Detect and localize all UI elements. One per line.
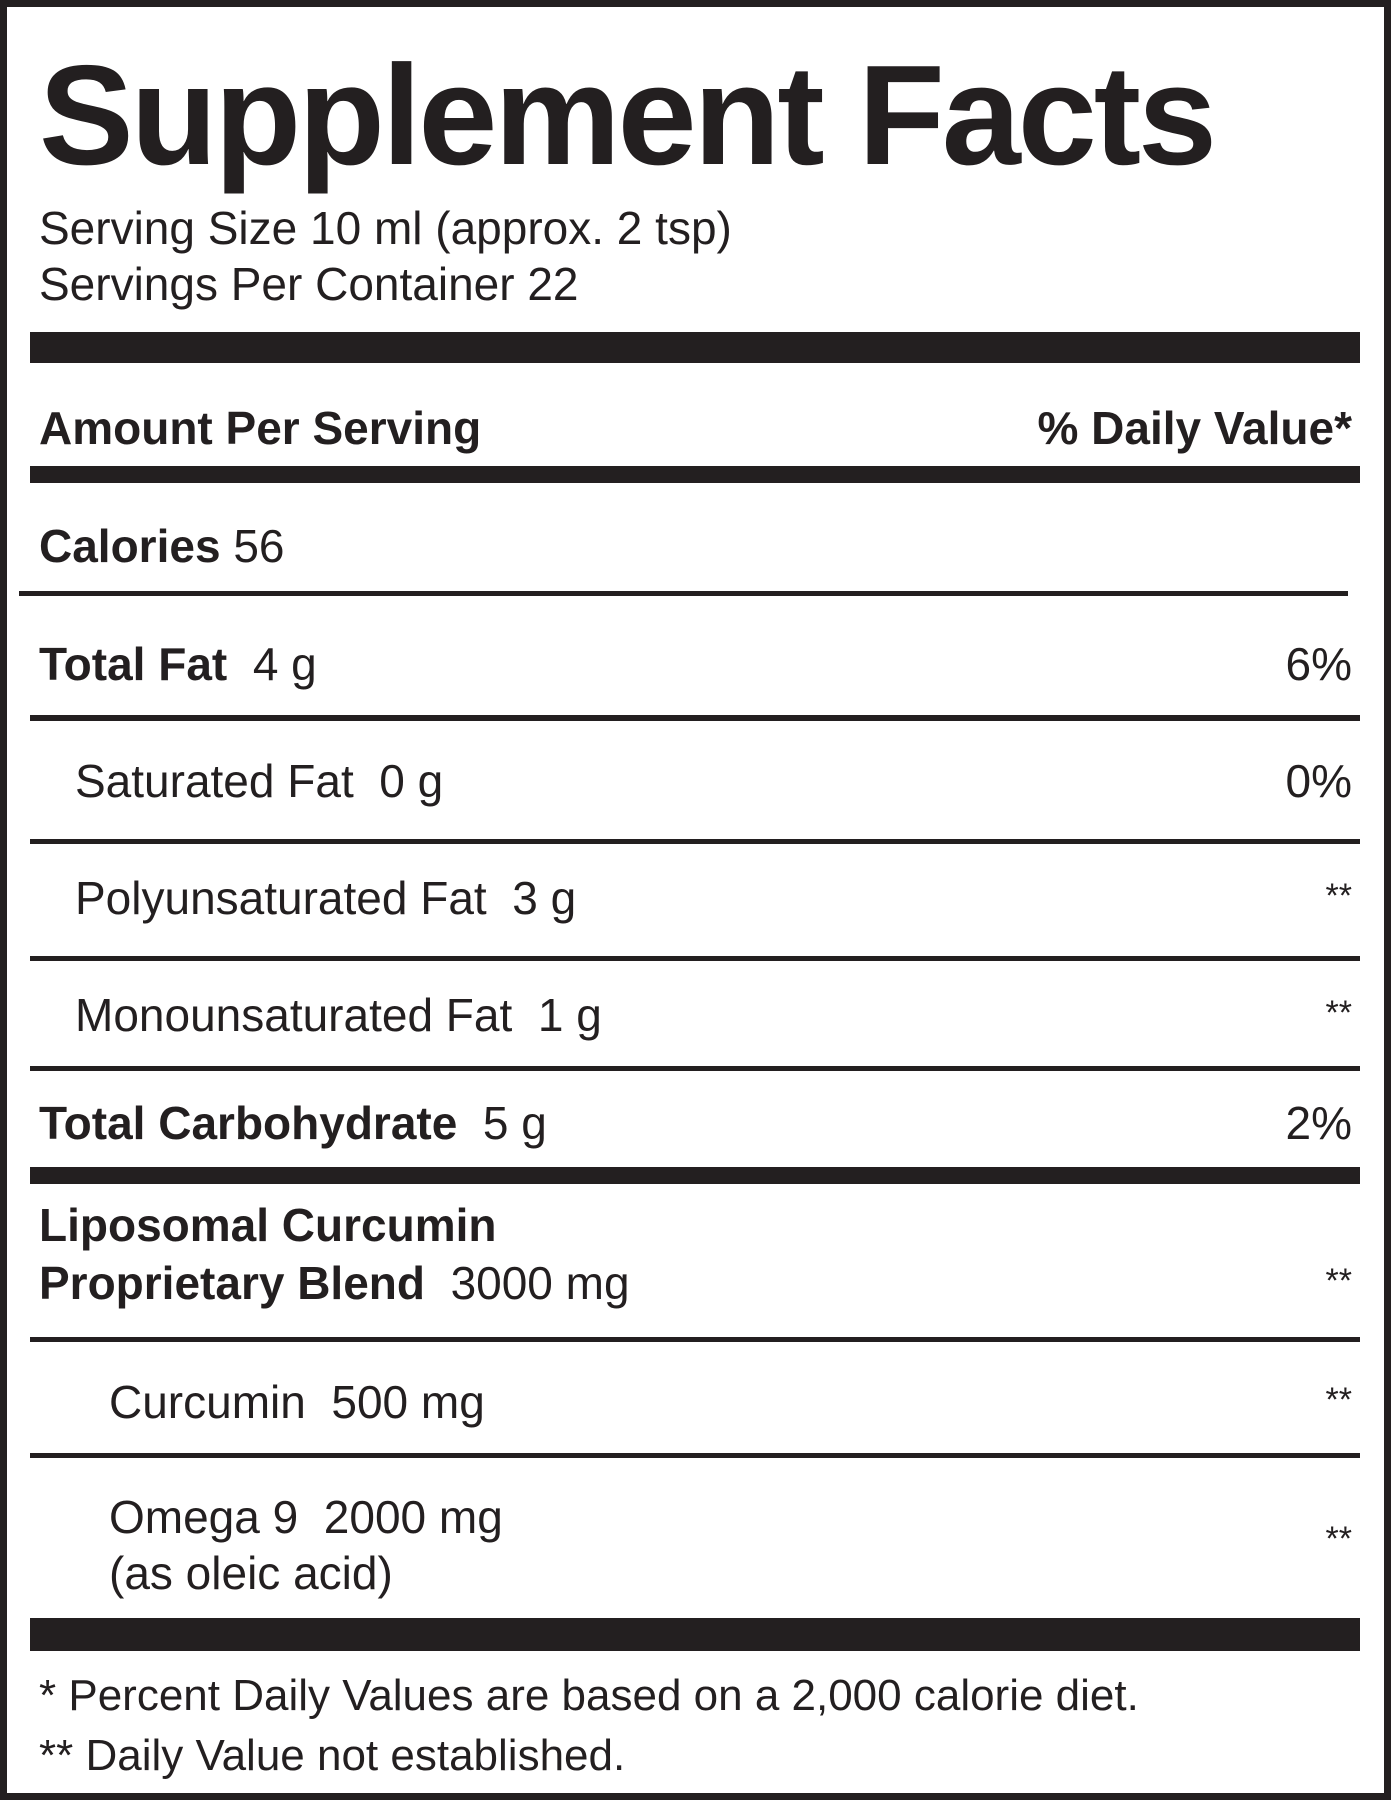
calories-value: 56 <box>233 520 285 572</box>
calories-row <box>39 520 1352 572</box>
blend-name-line1: Liposomal Curcumin <box>39 1199 497 1251</box>
nutrient-dv: 6% <box>1285 638 1352 690</box>
ingredient-dv: ** <box>1325 1520 1352 1558</box>
footnote-daily-value: * Percent Daily Values are based on a 2,000 calorie diet. <box>39 1671 1139 1720</box>
nutrient-row-monounsaturated-fat <box>75 989 1352 1041</box>
calories-label: Calories <box>39 520 221 572</box>
thick-divider <box>30 1618 1360 1651</box>
divider <box>30 1453 1360 1458</box>
blend-item-omega-9 <box>109 1491 1352 1558</box>
nutrient-dv: ** <box>1325 994 1352 1032</box>
amount-per-serving-header: Amount Per Serving <box>39 402 482 454</box>
divider <box>30 715 1360 721</box>
ingredient-dv: ** <box>1325 1381 1352 1419</box>
ingredient-source: (as oleic acid) <box>109 1547 393 1599</box>
nutrient-dv: 2% <box>1285 1097 1352 1149</box>
nutrient-label: Saturated Fat <box>75 755 354 807</box>
nutrient-label: Monounsaturated Fat <box>75 989 513 1041</box>
nutrient-row-total-fat <box>39 638 1352 690</box>
divider <box>30 839 1360 844</box>
divider <box>19 591 1348 596</box>
column-header <box>39 402 1352 454</box>
nutrient-label: Polyunsaturated Fat <box>75 872 487 924</box>
blend-name-line2: Proprietary Blend <box>39 1257 425 1309</box>
blend-row <box>39 1257 1352 1309</box>
ingredient-amount: 2000 mg <box>323 1491 503 1543</box>
thick-divider <box>30 332 1360 363</box>
ingredient-amount: 500 mg <box>331 1376 485 1428</box>
nutrient-row-total-carbohydrate <box>39 1097 1352 1149</box>
nutrient-label: Total Fat <box>39 638 228 690</box>
servings-per-container: Servings Per Container 22 <box>39 258 579 310</box>
blend-amount: 3000 mg <box>450 1257 630 1309</box>
nutrient-amount: 4 g <box>252 638 317 690</box>
divider <box>30 956 1360 961</box>
blend-item-curcumin <box>109 1376 1352 1428</box>
nutrient-amount: 1 g <box>537 989 602 1041</box>
nutrient-row-polyunsaturated-fat <box>75 872 1352 924</box>
daily-value-header: % Daily Value* <box>1037 402 1352 454</box>
ingredient-label: Omega 9 <box>109 1491 299 1543</box>
medium-divider <box>30 466 1360 483</box>
nutrient-amount: 5 g <box>482 1097 547 1149</box>
blend-dv: ** <box>1325 1262 1352 1300</box>
nutrient-dv: 0% <box>1285 755 1352 807</box>
nutrient-row-saturated-fat <box>75 755 1352 807</box>
nutrient-amount: 0 g <box>379 755 444 807</box>
serving-size: Serving Size 10 ml (approx. 2 tsp) <box>39 202 732 254</box>
nutrient-amount: 3 g <box>512 872 577 924</box>
ingredient-label: Curcumin <box>109 1376 306 1428</box>
divider <box>30 1066 1360 1071</box>
nutrient-dv: ** <box>1325 877 1352 915</box>
panel-title: Supplement Facts <box>39 36 1215 195</box>
divider <box>30 1337 1360 1342</box>
nutrient-label: Total Carbohydrate <box>39 1097 458 1149</box>
medium-divider <box>30 1167 1360 1184</box>
footnote-not-established: ** Daily Value not established. <box>39 1731 626 1780</box>
